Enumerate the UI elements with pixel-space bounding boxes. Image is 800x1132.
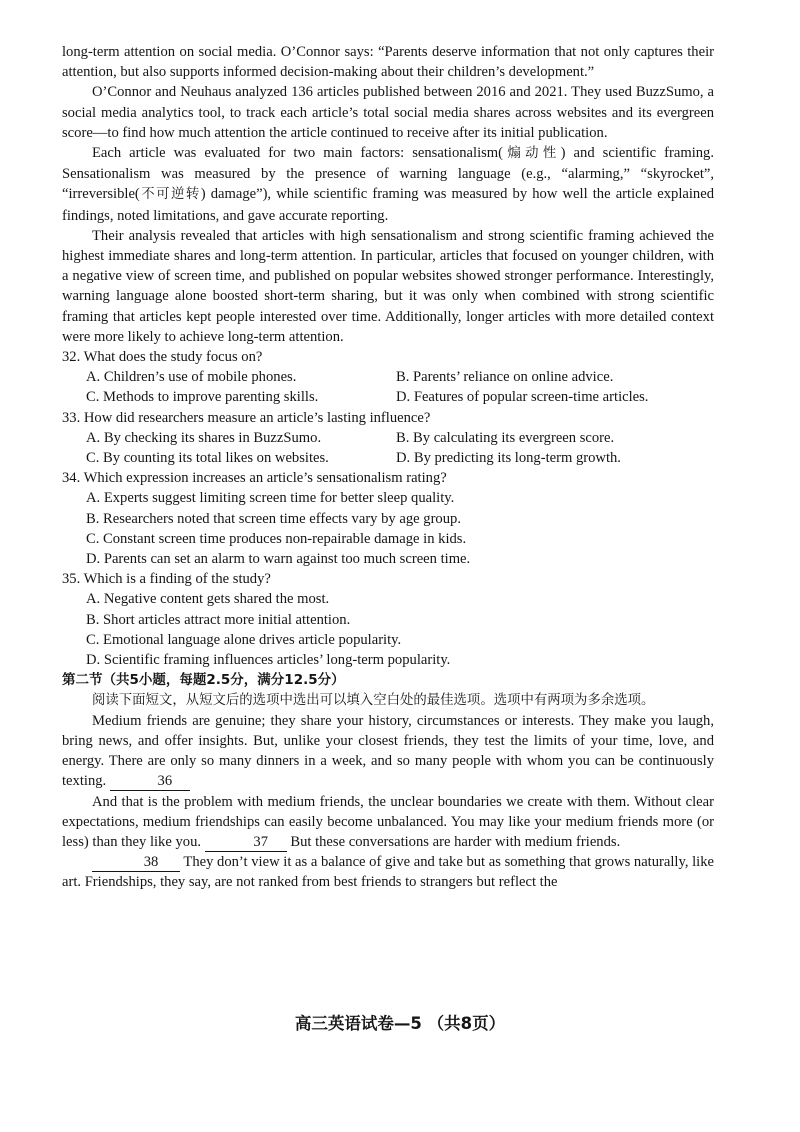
option-d[interactable]: D. Parents can set an alarm to warn against too much screen time. — [86, 551, 471, 568]
question-stem: 32. What does the study focus on? — [62, 349, 263, 366]
question-stem: 35. Which is a finding of the study? — [62, 571, 271, 588]
passage-paragraph — [62, 852, 714, 892]
option-a[interactable]: A. Children’s use of mobile phones. — [86, 369, 297, 386]
question-options — [62, 367, 714, 407]
blank-37[interactable]: 37 — [205, 834, 287, 852]
option-d[interactable]: D. Scientific framing influences articles’ long-term popularity. — [86, 652, 451, 669]
passage-text: They don’t view it as a balance of give and take but as something that grows naturally, like art. Friendships, they say, are not ranked from best friends to strangers but reflect the — [62, 854, 715, 891]
passage-text: Medium friends are genuine; they share your history, circumstances or interests. They make you laugh, bring news, and offer insights. But, unlike your closest friends, they test the limits of your time, love, and energy. There are only so many dinners in a week, and so many people with whom you can be continuously texting. — [62, 712, 714, 790]
question-stem: 34. Which expression increases an article’s sensationalism rating? — [62, 470, 447, 487]
question-33 — [62, 408, 714, 469]
option-c[interactable]: C. Methods to improve parenting skills. — [86, 389, 319, 406]
passage-paragraph — [62, 792, 714, 853]
question-35 — [62, 569, 714, 670]
option-d[interactable]: D. Features of popular screen-time articles. — [396, 389, 649, 406]
question-34 — [62, 468, 714, 569]
option-a[interactable]: A. Experts suggest limiting screen time for better sleep quality. — [86, 490, 455, 507]
passage-text: ) damage”), while scientific framing was measured by how well the article explained findings, noted limitations, and gave accurate reporting. — [62, 186, 715, 224]
section-heading: 第二节（共5小题，每题2.5分，满分12.5分） — [62, 672, 345, 689]
passage-paragraph: long-term attention on social media. O’Connor says: “Parents deserve information that not only captures their attention, but also supports informed decision-making about their children’s development.” — [62, 44, 714, 81]
option-d[interactable]: D. By predicting its long-term growth. — [396, 450, 621, 467]
page-content — [62, 42, 714, 893]
page-footer: 高三英语试卷—5 （共8页） — [294, 1014, 506, 1033]
option-a[interactable]: A. By checking its shares in BuzzSumo. — [86, 429, 322, 446]
option-a[interactable]: A. Negative content gets shared the most. — [86, 591, 330, 608]
section-instruction: 阅读下面短文，从短文后的选项中选出可以填入空白处的最佳选项。选项中有两项为多余选项。 — [92, 692, 655, 708]
blank-38[interactable]: 38 — [92, 854, 180, 872]
option-b[interactable]: B. Short articles attract more initial attention. — [86, 611, 351, 628]
option-c[interactable]: C. Emotional language alone drives article popularity. — [86, 631, 402, 648]
passage-paragraph — [62, 711, 714, 792]
question-options — [62, 488, 714, 569]
option-b[interactable]: B. Parents’ reliance on online advice. — [396, 369, 614, 386]
option-c[interactable]: C. By counting its total likes on websites. — [86, 450, 329, 467]
option-b[interactable]: B. By calculating its evergreen score. — [396, 429, 615, 446]
blank-36[interactable]: 36 — [110, 773, 190, 791]
question-stem: 33. How did researchers measure an article’s lasting influence? — [62, 409, 431, 426]
passage-text: But these conversations are harder with medium friends. — [290, 833, 621, 850]
question-options — [62, 428, 714, 468]
chinese-gloss: 不可逆转 — [139, 187, 201, 203]
question-32 — [62, 347, 714, 408]
passage-paragraph — [62, 143, 714, 226]
passage-text: ) and scientific framing. Sensationalism was measured by the presence of warning language (e.g., “alarming,” “skyrocket”, “irreversible( — [62, 145, 714, 203]
passage-text: And that is the problem with medium friends, the unclear boundaries we create with them. Without clear expectations, medium friendships can easily become unbalanced. You may like your medium friends more (or less) than they like you. — [62, 793, 714, 850]
question-options — [62, 589, 714, 670]
option-c[interactable]: C. Constant screen time produces non-repairable damage in kids. — [86, 530, 467, 547]
option-b[interactable]: B. Researchers noted that screen time effects vary by age group. — [86, 510, 461, 527]
passage-text: Each article was evaluated for two main factors: sensationalism( — [92, 145, 504, 162]
passage-paragraph: Their analysis revealed that articles with high sensationalism and strong scientific framing achieved the highest immediate shares and long-term attention. In particular, articles that focused on younger children, with a negative view of screen time, and published on popular websites showed stronger performance. Interestingly, warning language alone boosted short-term sharing, but it was only when combined with strong scientific framing that articles kept people interested over time. Additionally, longer articles with more detailed context were more likely to achieve long-term attention. — [62, 227, 714, 345]
passage-paragraph: O’Connor and Neuhaus analyzed 136 articles published between 2016 and 2021. They used BuzzSumo, a social media analytics tool, to track each article’s total social media shares across websites and its evergreen score—to find how much attention the article continued to receive after its initial publication. — [62, 84, 714, 141]
chinese-gloss: 煽动性 — [503, 146, 561, 162]
